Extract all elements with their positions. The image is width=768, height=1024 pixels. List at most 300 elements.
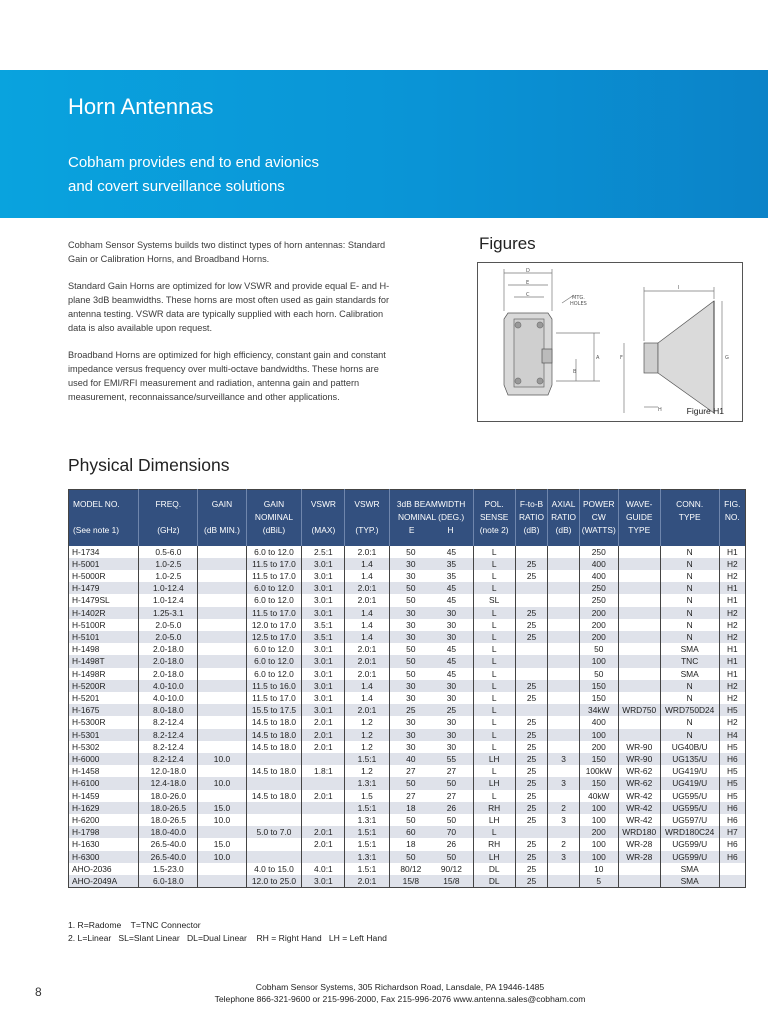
table-cell (198, 863, 246, 875)
table-cell: 8.2-12.4 (139, 741, 198, 753)
table-cell (198, 668, 246, 680)
table-cell: 2.0:1 (302, 838, 345, 850)
table-cell: LH (473, 753, 515, 765)
table-cell: 10.0 (198, 753, 246, 765)
beamwidth-h: 25 (446, 705, 457, 716)
table-cell: H5 (719, 741, 745, 753)
table-cell: 10.0 (198, 777, 246, 789)
table-cell: H-6100 (69, 777, 139, 789)
col-power: POWER CW (WATTS) (579, 490, 618, 546)
table-cell: 25 (515, 558, 548, 570)
table-cell: 25 (515, 692, 548, 704)
beamwidth-e: 30 (406, 558, 416, 569)
table-cell: 200 (579, 741, 618, 753)
table-cell (246, 851, 302, 863)
beamwidth-e: 60 (406, 827, 416, 838)
table-row (69, 838, 746, 850)
table-cell: H2 (719, 619, 745, 631)
table-cell: H-5201 (72, 692, 100, 703)
subtitle-line-2: and covert surveillance solutions (68, 178, 285, 195)
table-cell: H1 (719, 594, 745, 606)
table-cell: 14.5 to 18.0 (246, 716, 302, 728)
table-cell: L (473, 668, 515, 680)
table-cell: N (660, 692, 719, 704)
table-cell: L (473, 790, 515, 802)
table-cell: UG419/U (660, 777, 719, 789)
table-cell: 3.0:1 (302, 704, 345, 716)
table-cell: 100 (579, 851, 618, 863)
table-cell: 1.0-12.4 (139, 594, 198, 606)
table-cell: 2.0:1 (345, 668, 389, 680)
table-cell: H2 (719, 607, 745, 619)
col-model: MODEL NO. (See note 1) (69, 490, 139, 546)
table-cell: 3.0:1 (302, 692, 345, 704)
table-cell (618, 863, 660, 875)
table-cell (389, 875, 473, 888)
table-cell: 1.0-12.4 (139, 582, 198, 594)
beamwidth-h: 55 (446, 753, 457, 764)
table-row (69, 765, 746, 777)
col-pol: POL. SENSE (note 2) (473, 490, 515, 546)
table-cell (302, 753, 345, 765)
table-cell: 6.0 to 12.0 (246, 546, 302, 558)
table-cell (515, 826, 548, 838)
table-cell: 1.5-23.0 (139, 863, 198, 875)
table-cell: 3 (548, 851, 580, 863)
table-cell (618, 643, 660, 655)
table-cell: 25 (515, 631, 548, 643)
table-cell: N (660, 729, 719, 741)
table-row (69, 790, 746, 802)
table-row (69, 582, 746, 594)
table-row (69, 594, 746, 606)
beamwidth-e: 80/12 (400, 863, 422, 874)
page-number: 8 (35, 985, 42, 999)
table-cell (389, 655, 473, 667)
table-cell (198, 729, 246, 741)
beamwidth-e: 50 (406, 546, 416, 557)
table-cell (389, 570, 473, 582)
table-cell: 1.2 (345, 741, 389, 753)
table-row (69, 875, 746, 888)
table-cell (198, 607, 246, 619)
table-cell: 3.5:1 (302, 619, 345, 631)
table-cell: 2.0-5.0 (139, 619, 198, 631)
table-row (69, 716, 746, 728)
beamwidth-h: 15/8 (443, 875, 460, 886)
table-cell: H1 (719, 643, 745, 655)
intro-text (68, 239, 398, 418)
table-cell: 25 (515, 838, 548, 850)
beamwidth-e: 27 (406, 766, 416, 777)
table-cell: H5 (719, 777, 745, 789)
table-cell: 2 (548, 802, 580, 814)
beamwidth-e: 25 (406, 705, 416, 716)
intro-paragraph-2: Standard Gain Horns are optimized for low VSWR and provide equal E- and H- plane 3dB beamwidths. These horns are most often used as gain standards for antenna testing. VSWR data are typically supplied with each horn. Calibration data is also available upon request. (68, 281, 390, 333)
note-1: 1. R=Radome T=TNC Connector (68, 920, 201, 930)
table-cell: L (473, 643, 515, 655)
table-cell: TNC (660, 655, 719, 667)
table-cell: 6.0 to 12.0 (246, 582, 302, 594)
table-cell: N (660, 570, 719, 582)
table-cell: H2 (719, 680, 745, 692)
table-cell (548, 741, 580, 753)
table-row (69, 668, 746, 680)
mtg-label-2: HOLES (570, 301, 587, 307)
col-gain-nominal: GAIN NOMINAL (dBiL) (246, 490, 302, 546)
table-cell (548, 558, 580, 570)
table-cell: 10 (579, 863, 618, 875)
table-cell (389, 643, 473, 655)
table-cell (198, 582, 246, 594)
table-cell (548, 546, 580, 558)
table-cell (548, 765, 580, 777)
table-cell: 11.5 to 17.0 (246, 607, 302, 619)
dim-label-d: D (526, 268, 530, 274)
table-row (69, 655, 746, 667)
table-cell: H6 (719, 802, 745, 814)
table-cell: L (473, 765, 515, 777)
table-cell: 3.0:1 (302, 582, 345, 594)
table-cell: 5 (579, 875, 618, 888)
table-cell (548, 594, 580, 606)
table-cell: 25 (515, 716, 548, 728)
beamwidth-h: 30 (446, 631, 457, 642)
table-cell: H-6200 (72, 814, 100, 825)
table-cell (548, 643, 580, 655)
table-cell: 250 (579, 594, 618, 606)
table-cell: UG599/U (660, 838, 719, 850)
col-fig: FIG. NO. (719, 490, 745, 546)
table-cell: 11.5 to 17.0 (246, 558, 302, 570)
note-2: 2. L=Linear SL=Slant Linear DL=Dual Linear RH = Right Hand LH = Left Hand (68, 933, 387, 943)
table-cell: 400 (579, 716, 618, 728)
beamwidth-h: 30 (446, 680, 457, 691)
table-cell (515, 546, 548, 558)
table-cell: UG40B/U (660, 741, 719, 753)
table-cell: H-1734 (72, 546, 100, 557)
beamwidth-e: 27 (406, 790, 416, 801)
beamwidth-e: 50 (406, 851, 416, 862)
table-cell: L (473, 558, 515, 570)
beamwidth-h: 45 (446, 546, 457, 557)
table-cell: N (660, 558, 719, 570)
dim-label-h: H (658, 407, 662, 413)
table-cell: WRD180 (618, 826, 660, 838)
table-cell: H-5300R (72, 717, 106, 728)
table-cell: 4.0 to 15.0 (246, 863, 302, 875)
table-cell: H-5101 (69, 631, 139, 643)
intro-paragraph-1: Cobham Sensor Systems builds two distinct types of horn antennas: Standard Gain or Calibration Horns, and Broadband Horns. (68, 240, 386, 264)
table-cell: L (473, 631, 515, 643)
table-cell: 25 (515, 851, 548, 863)
table-cell: 26.5-40.0 (139, 838, 198, 850)
table-cell: 11.5 to 17.0 (246, 692, 302, 704)
col-beamwidth: 3dB BEAMWIDTH NOMINAL (DEG.) E H (389, 490, 473, 546)
table-cell (618, 607, 660, 619)
table-cell (198, 875, 246, 888)
table-cell: 25 (515, 765, 548, 777)
figure-h1-box (477, 262, 743, 422)
table-cell (389, 741, 473, 753)
table-cell: 3 (548, 753, 580, 765)
beamwidth-e: 50 (406, 644, 416, 655)
table-cell: 100 (579, 655, 618, 667)
table-cell: 100 (579, 838, 618, 850)
dim-label-b: B (573, 369, 577, 375)
table-cell: H-5100R (72, 619, 106, 630)
banner-subtitle (68, 151, 319, 199)
table-cell: 1.4 (345, 692, 389, 704)
table-cell: H-1798 (69, 826, 139, 838)
table-cell: 12.0-18.0 (139, 765, 198, 777)
table-cell (548, 875, 580, 888)
table-cell: RH (473, 838, 515, 850)
table-cell: 6.0 to 12.0 (246, 655, 302, 667)
table-cell (515, 668, 548, 680)
table-cell: H-5302 (72, 741, 100, 752)
table-cell: H-1498R (72, 668, 106, 679)
table-cell: 3.0:1 (302, 607, 345, 619)
table-cell: 25 (515, 790, 548, 802)
table-cell: H-1629 (69, 802, 139, 814)
table-cell: 2.0:1 (302, 826, 345, 838)
table-cell (389, 729, 473, 741)
table-cell: RH (473, 802, 515, 814)
table-cell: 1.5:1 (345, 838, 389, 850)
table-cell: 1.2 (345, 729, 389, 741)
table-cell (246, 814, 302, 826)
table-cell: 1.5:1 (345, 826, 389, 838)
table-cell (389, 594, 473, 606)
table-body (69, 546, 746, 888)
table-cell: 15.5 to 17.5 (246, 704, 302, 716)
table-cell (618, 631, 660, 643)
table-cell: H-6300 (69, 851, 139, 863)
table-cell: L (473, 692, 515, 704)
table-cell: 25 (515, 607, 548, 619)
table-cell: 1.4 (345, 631, 389, 643)
table-cell: WR-90 (618, 741, 660, 753)
table-cell: L (473, 546, 515, 558)
table-cell (198, 643, 246, 655)
table-cell: 1.5:1 (345, 753, 389, 765)
table-cell: 6.0-18.0 (139, 875, 198, 888)
beamwidth-h: 45 (446, 583, 457, 594)
table-cell: 8.0-18.0 (139, 704, 198, 716)
table-row (69, 570, 746, 582)
beamwidth-h: 27 (446, 766, 457, 777)
table-cell: H-1675 (69, 704, 139, 716)
table-cell: H1 (719, 655, 745, 667)
table-cell: N (660, 631, 719, 643)
table-cell: 3 (548, 777, 580, 789)
table-row (69, 607, 746, 619)
table-cell: 12.4-18.0 (139, 777, 198, 789)
table-cell (389, 582, 473, 594)
table-cell: 14.5 to 18.0 (246, 790, 302, 802)
table-cell: L (473, 582, 515, 594)
beamwidth-h: 26 (446, 839, 457, 850)
table-cell (618, 668, 660, 680)
table-cell (389, 546, 473, 558)
figures-title: Figures (479, 234, 536, 253)
table-cell (618, 875, 660, 888)
table-cell: 3.0:1 (302, 875, 345, 888)
table-cell: 6.0 to 12.0 (246, 643, 302, 655)
beamwidth-h: 30 (446, 619, 457, 630)
table-cell (198, 692, 246, 704)
table-cell: 18.0-26.0 (139, 790, 198, 802)
table-cell: 150 (579, 680, 618, 692)
table-cell: L (473, 741, 515, 753)
table-cell: 0.5-6.0 (139, 546, 198, 558)
table-cell: 3.0:1 (302, 680, 345, 692)
table-cell: H6 (719, 753, 745, 765)
table-cell (548, 826, 580, 838)
table-cell: 2.0:1 (345, 704, 389, 716)
table-cell: 1.3:1 (345, 851, 389, 863)
table-cell (389, 716, 473, 728)
horn-drawing (478, 263, 742, 421)
table-cell (618, 692, 660, 704)
table-cell: LH (473, 814, 515, 826)
table-cell: H6 (719, 851, 745, 863)
col-conn: CONN. TYPE (660, 490, 719, 546)
table-cell: UG419/U (660, 765, 719, 777)
table-cell: 3.0:1 (302, 558, 345, 570)
table-cell: N (660, 607, 719, 619)
table-cell (389, 814, 473, 826)
table-cell (548, 704, 580, 716)
table-cell: 15.0 (198, 802, 246, 814)
beamwidth-e: 30 (406, 741, 416, 752)
table-cell: 3.0:1 (302, 570, 345, 582)
table-cell: 2.5:1 (302, 546, 345, 558)
table-cell (389, 668, 473, 680)
table-cell: 1.0-2.5 (139, 570, 198, 582)
table-cell (548, 582, 580, 594)
table-cell: 1.3:1 (345, 814, 389, 826)
table-cell: 2.0-18.0 (139, 643, 198, 655)
table-cell: 1.4 (345, 619, 389, 631)
table-cell: LH (473, 777, 515, 789)
beamwidth-h: 30 (446, 607, 457, 618)
table-cell: 1.3:1 (345, 777, 389, 789)
table-row (69, 741, 746, 753)
figure-label: Figure H1 (686, 406, 724, 416)
table-cell (302, 851, 345, 863)
table-cell (719, 875, 745, 888)
table-cell: 50 (579, 668, 618, 680)
beamwidth-h: 30 (446, 741, 457, 752)
table-cell: 1.25-3.1 (139, 607, 198, 619)
table-cell (389, 680, 473, 692)
page-footer (150, 981, 650, 1005)
table-cell (548, 716, 580, 728)
table-cell: WR-90 (618, 753, 660, 765)
table-cell (548, 668, 580, 680)
table-row (69, 680, 746, 692)
table-cell: 2.0:1 (345, 655, 389, 667)
table-cell (515, 655, 548, 667)
table-cell (389, 838, 473, 850)
table-cell: 2.0:1 (302, 741, 345, 753)
table-cell: L (473, 680, 515, 692)
table-cell: 10.0 (198, 814, 246, 826)
table-cell: H2 (719, 558, 745, 570)
table-cell: H4 (719, 729, 745, 741)
table-cell: 40kW (579, 790, 618, 802)
table-cell: H-1479SL (72, 595, 110, 606)
table-row (69, 704, 746, 716)
beamwidth-e: 50 (406, 778, 416, 789)
table-cell: 1.4 (345, 607, 389, 619)
beamwidth-h: 50 (446, 778, 457, 789)
table-cell: H2 (719, 716, 745, 728)
table-cell (198, 594, 246, 606)
table-cell: DL (473, 875, 515, 888)
col-freq: FREQ. (GHz) (139, 490, 198, 546)
table-cell (246, 753, 302, 765)
table-cell: 11.5 to 16.0 (246, 680, 302, 692)
table-cell: H1 (719, 668, 745, 680)
table-cell: LH (473, 851, 515, 863)
table-cell: WR-42 (618, 814, 660, 826)
beamwidth-e: 18 (406, 839, 416, 850)
table-cell (246, 838, 302, 850)
beamwidth-e: 40 (406, 753, 416, 764)
beamwidth-e: 30 (406, 692, 416, 703)
beamwidth-h: 45 (446, 668, 457, 679)
table-cell: UG595/U (660, 790, 719, 802)
table-cell: 18.0-40.0 (139, 826, 198, 838)
table-cell: 2 (548, 838, 580, 850)
beamwidth-h: 27 (446, 790, 457, 801)
table-cell: 200 (579, 631, 618, 643)
beamwidth-e: 30 (406, 717, 416, 728)
table-cell (618, 716, 660, 728)
table-cell: 3.0:1 (302, 594, 345, 606)
table-cell: 11.5 to 17.0 (246, 570, 302, 582)
table-cell: 25 (515, 863, 548, 875)
beamwidth-h: 50 (446, 814, 457, 825)
table-cell: WR-42 (618, 790, 660, 802)
table-cell (618, 594, 660, 606)
table-cell (618, 558, 660, 570)
table-cell: H5 (719, 790, 745, 802)
table-cell: 25 (515, 875, 548, 888)
table-cell: 25 (515, 777, 548, 789)
table-cell (719, 863, 745, 875)
table-cell: 1.4 (345, 570, 389, 582)
table-cell: SMA (660, 643, 719, 655)
table-cell: 34kW (579, 704, 618, 716)
table-cell: L (473, 826, 515, 838)
table-row (69, 546, 746, 558)
table-cell (389, 790, 473, 802)
table-cell: 200 (579, 826, 618, 838)
table-cell: H-1498 (72, 644, 100, 655)
table-cell (548, 790, 580, 802)
table-cell: 250 (579, 582, 618, 594)
table-cell (618, 619, 660, 631)
beamwidth-e: 15/8 (402, 875, 419, 886)
table-cell (548, 570, 580, 582)
table-cell: 25 (515, 619, 548, 631)
table-cell: 25 (515, 729, 548, 741)
intro-paragraph-3: Broadband Horns are optimized for high efficiency, constant gain and constant impedance versus frequency over multi-octave bandwidths. These horns are used for EMI/RFI measurement and radiation, antenna gain and pattern measurement, reconnaissance/surveillance and other applications. (68, 350, 386, 402)
